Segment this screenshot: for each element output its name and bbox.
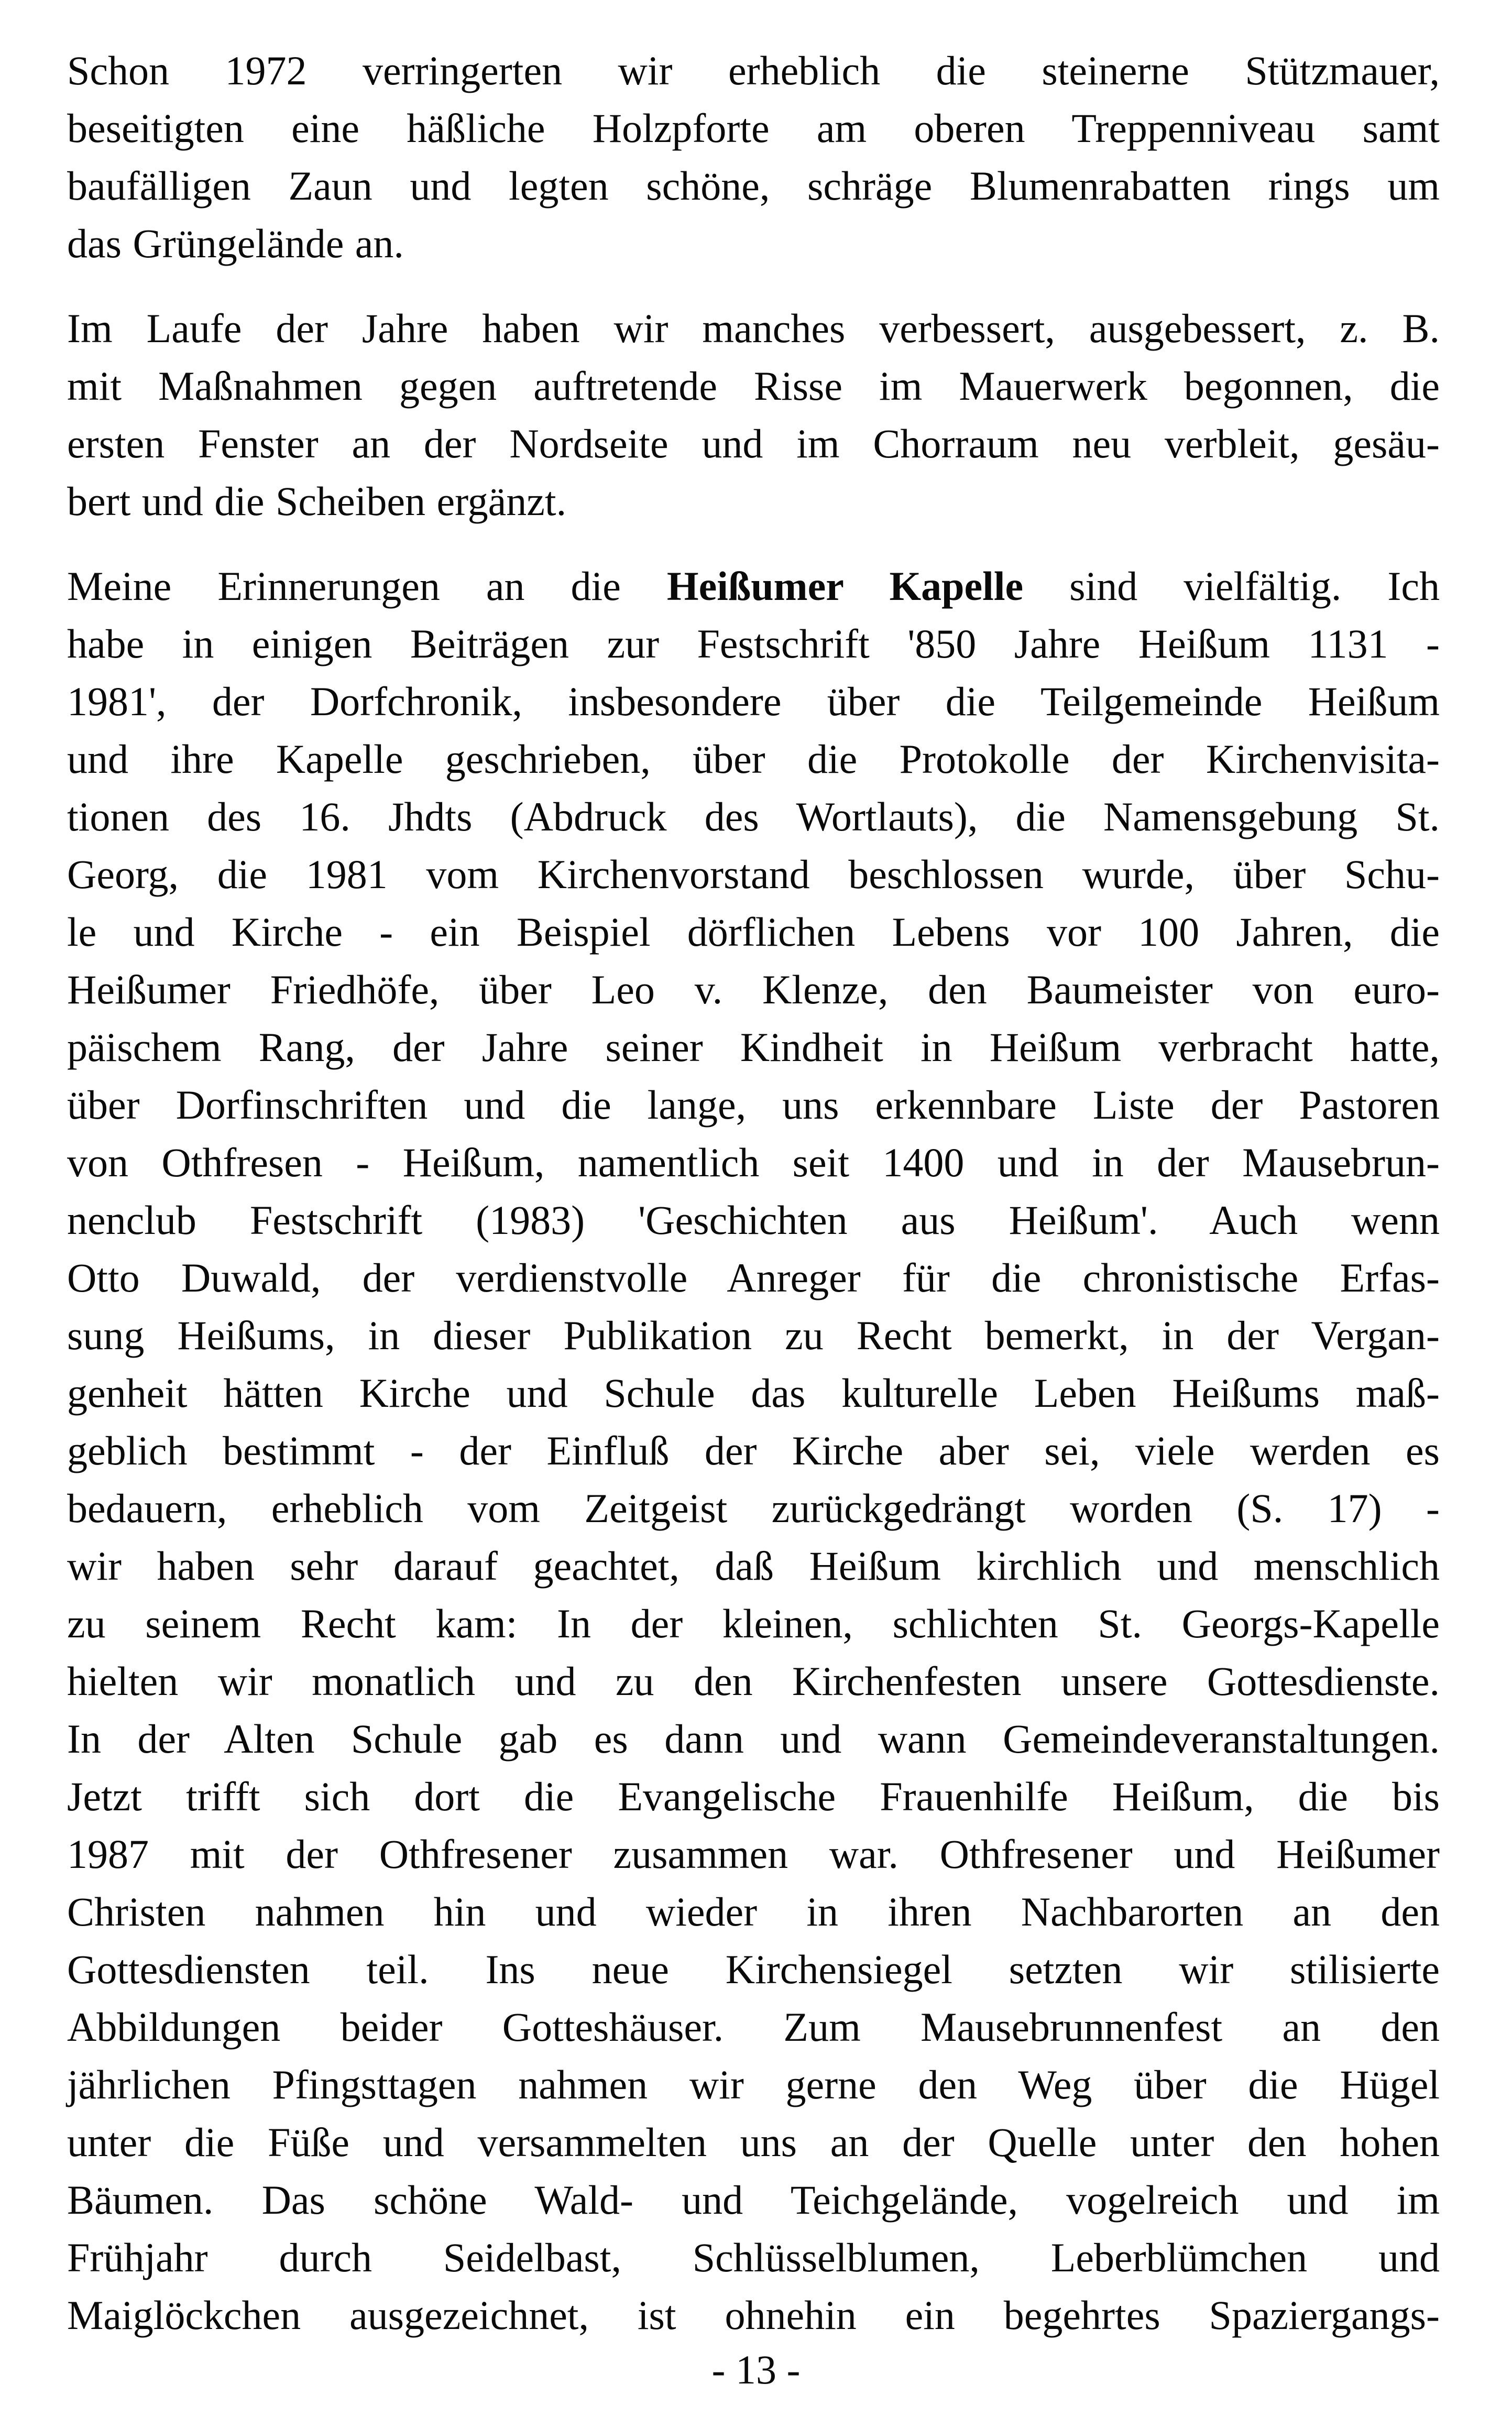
text-line bbox=[67, 157, 1440, 215]
text-line bbox=[67, 1998, 1440, 2056]
text-run: Abbildungen beider Gotteshäuser. Zum Mausebrunnenfest an den bbox=[67, 2004, 1440, 2050]
text-line bbox=[67, 2114, 1440, 2171]
text-line bbox=[67, 1941, 1440, 1998]
text-run: von Othfresen - Heißum, namentlich seit 1400 und in der Mausebrun- bbox=[67, 1140, 1440, 1185]
text-line bbox=[67, 357, 1440, 415]
text-line bbox=[67, 903, 1440, 961]
text-line bbox=[67, 1191, 1440, 1249]
text-run: mit Maßnahmen gegen auftretende Risse im Mauerwerk begonnen, die bbox=[67, 363, 1440, 409]
text-line bbox=[67, 2056, 1440, 2114]
text-run: beseitigten eine häßliche Holzpforte am oberen Treppenniveau samt bbox=[67, 105, 1440, 151]
text-run: tionen des 16. Jhdts (Abdruck des Wortlauts), die Namensgebung St. bbox=[67, 794, 1440, 839]
text-run: Frühjahr durch Seidelbast, Schlüsselblumen, Leberblümchen und bbox=[67, 2235, 1440, 2280]
text-line bbox=[67, 1134, 1440, 1191]
text-line bbox=[67, 100, 1440, 157]
text-line bbox=[67, 1653, 1440, 1710]
text-run: Maiglöckchen ausgezeichnet, ist ohnehin ein begehrtes Spaziergangs- bbox=[67, 2292, 1440, 2338]
text-line bbox=[67, 615, 1440, 673]
text-run: hielten wir monatlich und zu den Kirchenfesten unsere Gottesdienste. bbox=[67, 1658, 1440, 1704]
text-line bbox=[67, 1364, 1440, 1422]
text-run: Meine Erinnerungen an die bbox=[67, 563, 667, 609]
text-run: Heißumer Friedhöfe, über Leo v. Klenze, den Baumeister von euro- bbox=[67, 967, 1440, 1012]
text-run: sung Heißums, in dieser Publikation zu Recht bemerkt, in der Vergan- bbox=[67, 1313, 1440, 1358]
text-line bbox=[67, 2171, 1440, 2229]
text-run: bert und die Scheiben ergänzt. bbox=[67, 478, 567, 524]
text-run: zu seinem Recht kam: In der kleinen, schlichten St. Georgs-Kapelle bbox=[67, 1601, 1440, 1646]
paragraph bbox=[67, 42, 1440, 272]
text-line bbox=[67, 673, 1440, 730]
text-run: das Grüngelände an. bbox=[67, 221, 404, 266]
text-run: 1981', der Dorfchronik, insbesondere über die Teilgemeinde Heißum bbox=[67, 679, 1440, 724]
text-line bbox=[67, 1595, 1440, 1653]
text-run: Im Laufe der Jahre haben wir manches verbessert, ausgebessert, z. B. bbox=[67, 305, 1440, 351]
bold-text-run: Heißumer Kapelle bbox=[666, 563, 1024, 609]
text-line bbox=[67, 2287, 1440, 2344]
text-line bbox=[67, 557, 1440, 615]
text-run: nenclub Festschrift (1983) 'Geschichten aus Heißum'. Auch wenn bbox=[67, 1197, 1440, 1243]
text-line bbox=[67, 1768, 1440, 1825]
text-line bbox=[67, 2229, 1440, 2287]
text-line bbox=[67, 415, 1440, 473]
text-run: über Dorfinschriften und die lange, uns erkennbare Liste der Pastoren bbox=[67, 1082, 1440, 1128]
text-line bbox=[67, 1883, 1440, 1941]
text-run: 1987 mit der Othfresener zusammen war. Othfresener und Heißumer bbox=[67, 1831, 1440, 1877]
text-run: In der Alten Schule gab es dann und wann Gemeindeveranstaltungen. bbox=[67, 1716, 1440, 1762]
text-run: päischem Rang, der Jahre seiner Kindheit in Heißum verbracht hatte, bbox=[67, 1024, 1440, 1070]
text-line bbox=[67, 1710, 1440, 1768]
text-line bbox=[67, 1019, 1440, 1076]
text-line bbox=[67, 730, 1440, 788]
page-number: - 13 - bbox=[711, 2347, 801, 2392]
paragraph bbox=[67, 300, 1440, 530]
text-line bbox=[67, 473, 1440, 530]
text-run: Christen nahmen hin und wieder in ihren Nachbarorten an den bbox=[67, 1889, 1440, 1934]
text-line bbox=[67, 1825, 1440, 1883]
text-run: bedauern, erheblich vom Zeitgeist zurückgedrängt worden (S. 17) - bbox=[67, 1485, 1440, 1531]
text-run: geblich bestimmt - der Einfluß der Kirche aber sei, viele werden es bbox=[67, 1428, 1440, 1473]
text-line bbox=[67, 1249, 1440, 1307]
text-run: habe in einigen Beiträgen zur Festschrift '850 Jahre Heißum 1131 - bbox=[67, 621, 1440, 666]
text-run: baufälligen Zaun und legten schöne, schräge Blumenrabatten rings um bbox=[67, 163, 1440, 209]
text-line bbox=[67, 788, 1440, 846]
text-line bbox=[67, 1480, 1440, 1537]
text-run: Georg, die 1981 vom Kirchenvorstand beschlossen wurde, über Schu- bbox=[67, 851, 1440, 897]
text-run: Otto Duwald, der verdienstvolle Anreger für die chronistische Erfas- bbox=[67, 1255, 1440, 1300]
text-run: sind vielfältig. Ich bbox=[1023, 563, 1440, 609]
text-run: ersten Fenster an der Nordseite und im Chorraum neu verbleit, gesäu- bbox=[67, 421, 1440, 466]
text-line bbox=[67, 846, 1440, 903]
text-line bbox=[67, 1422, 1440, 1480]
text-line bbox=[67, 1537, 1440, 1595]
text-run: genheit hätten Kirche und Schule das kulturelle Leben Heißums maß- bbox=[67, 1370, 1440, 1416]
text-line bbox=[67, 1307, 1440, 1364]
text-block bbox=[67, 42, 1440, 2344]
text-line bbox=[67, 215, 1440, 272]
text-run: Schon 1972 verringerten wir erheblich die steinerne Stützmauer, bbox=[67, 48, 1440, 93]
text-line bbox=[67, 42, 1440, 100]
text-run: und ihre Kapelle geschrieben, über die Protokolle der Kirchenvisita- bbox=[67, 736, 1440, 782]
text-run: wir haben sehr darauf geachtet, daß Heißum kirchlich und menschlich bbox=[67, 1543, 1440, 1589]
text-run: Gottesdiensten teil. Ins neue Kirchensiegel setzten wir stilisierte bbox=[67, 1946, 1440, 1992]
text-line bbox=[67, 961, 1440, 1019]
text-run: le und Kirche - ein Beispiel dörflichen Lebens vor 100 Jahren, die bbox=[67, 909, 1440, 955]
text-line bbox=[67, 1076, 1440, 1134]
text-run: Bäumen. Das schöne Wald- und Teichgelände, vogelreich und im bbox=[67, 2177, 1440, 2223]
text-run: jährlichen Pfingsttagen nahmen wir gerne den Weg über die Hügel bbox=[67, 2062, 1440, 2107]
text-run: Jetzt trifft sich dort die Evangelische Frauenhilfe Heißum, die bis bbox=[67, 1774, 1440, 1819]
paragraph bbox=[67, 557, 1440, 2344]
text-run: unter die Füße und versammelten uns an der Quelle unter den hohen bbox=[67, 2119, 1440, 2165]
text-line bbox=[67, 300, 1440, 357]
